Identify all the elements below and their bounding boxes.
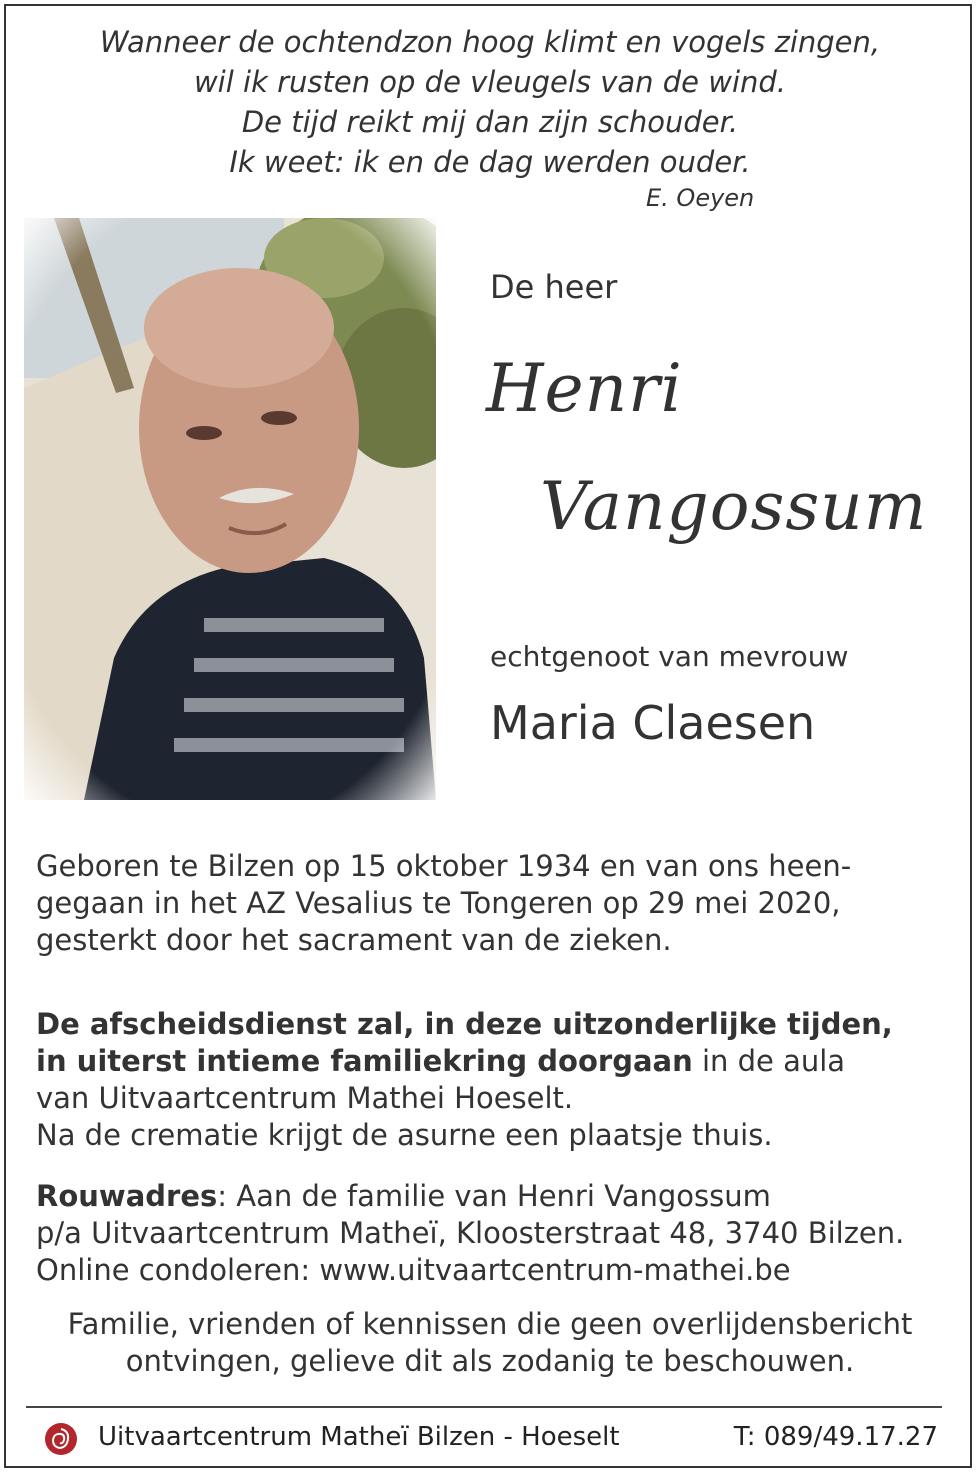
portrait-photo xyxy=(24,218,436,800)
condolence-link[interactable]: Online condoleren: www.uitvaartcentrum-mathei.be xyxy=(36,1253,791,1287)
address-label: Rouwadres xyxy=(36,1179,218,1213)
last-name: Vangossum xyxy=(540,468,928,545)
notice-line: ontvingen, gelieve dit als zodanig te beschouwen. xyxy=(125,1344,855,1378)
service-bold-line: De afscheidsdienst zal, in deze uitzonderlijke tijden, xyxy=(36,1007,893,1041)
address-paragraph xyxy=(36,1178,904,1289)
address-text: : Aan de familie van Henri Vangossum xyxy=(217,1179,771,1213)
poem-line: wil ik rusten op de vleugels van de wind. xyxy=(193,65,787,99)
footer-divider xyxy=(26,1406,942,1408)
notice-line: Familie, vrienden of kennissen die geen overlijdensbericht xyxy=(67,1307,913,1341)
phone-number[interactable]: T: 089/49.17.27 xyxy=(733,1422,938,1452)
service-bold-line: in uiterst intieme familiekring doorgaan xyxy=(36,1044,693,1078)
service-text: Na de crematie krijgt de asurne een plaatsje thuis. xyxy=(36,1118,773,1152)
company-name: Uitvaartcentrum Matheï Bilzen - Hoeselt xyxy=(98,1422,620,1452)
address-text: p/a Uitvaartcentrum Matheï, Kloosterstraat 48, 3740 Bilzen. xyxy=(36,1216,905,1250)
service-paragraph xyxy=(36,1006,893,1154)
birth-paragraph xyxy=(36,848,851,959)
footer xyxy=(44,1418,944,1458)
birth-line: Geboren te Bilzen op 15 oktober 1934 en van ons heen- xyxy=(36,849,852,883)
birth-line: gesterkt door het sacrament van de zieken. xyxy=(36,923,672,957)
poem-line: Ik weet: ik en de dag werden ouder. xyxy=(229,145,751,179)
title-prefix: De heer xyxy=(490,268,618,306)
service-text: van Uitvaartcentrum Mathei Hoeselt. xyxy=(36,1081,574,1115)
notice-paragraph xyxy=(0,1306,980,1380)
birth-line: gegaan in het AZ Vesalius te Tongeren op 29 mei 2020, xyxy=(36,886,841,920)
poem-author: E. Oeyen xyxy=(646,184,755,212)
poem-line: De tijd reikt mij dan zijn schouder. xyxy=(241,105,739,139)
poem-line: Wanneer de ochtendzon hoog klimt en vogels zingen, xyxy=(99,25,881,59)
first-name: Henri xyxy=(486,350,683,427)
rose-logo-icon xyxy=(44,1422,78,1456)
spouse-label: echtgenoot van mevrouw xyxy=(490,640,849,673)
spouse-name: Maria Claesen xyxy=(490,696,816,750)
service-text: in de aula xyxy=(692,1044,846,1078)
poem xyxy=(0,22,980,182)
